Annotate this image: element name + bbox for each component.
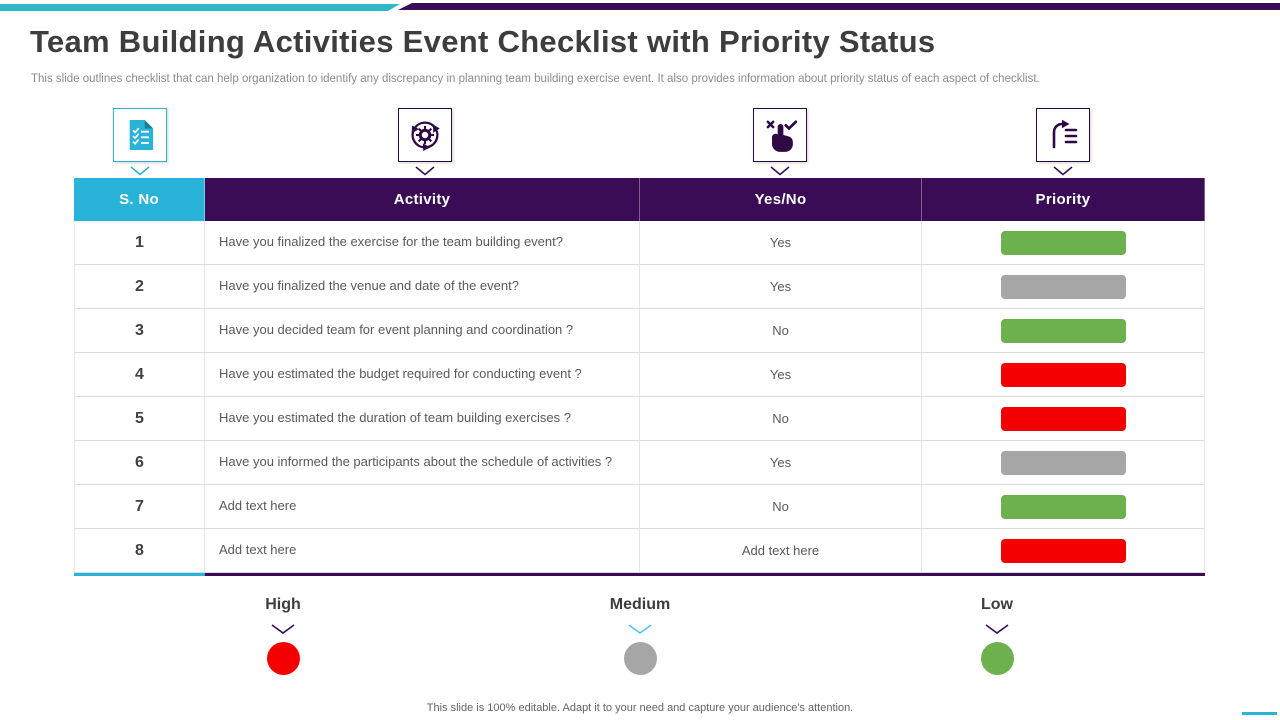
priority-bar xyxy=(1001,363,1126,387)
activity-cell: Add text here xyxy=(205,485,640,529)
priority-bar xyxy=(1001,495,1126,519)
legend-label: High xyxy=(265,596,301,613)
priority-cell xyxy=(922,397,1205,441)
legend-label: Low xyxy=(981,596,1013,613)
table-bottom-accent-cyan xyxy=(74,573,205,576)
priority-bar xyxy=(1001,231,1126,255)
chevron-down-icon xyxy=(414,165,436,176)
checklist-document-icon xyxy=(113,108,167,162)
legend-item-low xyxy=(927,596,1067,675)
priority-cell xyxy=(922,529,1205,573)
priority-cell xyxy=(922,441,1205,485)
header-activity: Activity xyxy=(205,178,640,221)
priority-cell xyxy=(922,221,1205,265)
header-yes-no: Yes/No xyxy=(640,178,922,221)
row-number: 5 xyxy=(74,397,205,441)
checklist-table xyxy=(74,178,1205,573)
priority-bar xyxy=(1001,275,1126,299)
priority-bar xyxy=(1001,319,1126,343)
legend-item-medium xyxy=(570,596,710,675)
chevron-down-icon xyxy=(769,165,791,176)
row-number: 8 xyxy=(74,529,205,573)
priority-list-icon xyxy=(1036,108,1090,162)
yes-no-cell: Yes xyxy=(640,265,922,309)
priority-cell xyxy=(922,309,1205,353)
yes-no-cell: Add text here xyxy=(640,529,922,573)
process-gear-icon xyxy=(398,108,452,162)
activity-cell: Have you informed the participants about the schedule of activities ? xyxy=(205,441,640,485)
priority-cell xyxy=(922,353,1205,397)
yes-no-cell: Yes xyxy=(640,353,922,397)
chevron-down-icon xyxy=(1052,165,1074,176)
header-s-no: S. No xyxy=(74,178,205,221)
legend-label: Medium xyxy=(609,596,671,613)
yes-no-cell: No xyxy=(640,309,922,353)
legend-item-high xyxy=(213,596,353,675)
editable-note: This slide is 100% editable. Adapt it to your need and capture your audience's attention. xyxy=(426,702,854,714)
row-number: 1 xyxy=(74,221,205,265)
row-number: 2 xyxy=(74,265,205,309)
priority-cell xyxy=(922,485,1205,529)
row-number: 4 xyxy=(74,353,205,397)
priority-bar xyxy=(1001,539,1126,563)
table-bottom-accent-purple xyxy=(205,573,1205,576)
chevron-down-icon xyxy=(570,623,710,635)
yes-no-cell: No xyxy=(640,397,922,441)
row-number: 7 xyxy=(74,485,205,529)
header-priority: Priority xyxy=(922,178,1205,221)
priority-cell xyxy=(922,265,1205,309)
slide-subtitle: This slide outlines checklist that can help organization to identify any discrepancy in planning team building exercise event. It also provides information about priority status of each aspect of checklist. xyxy=(31,73,1040,85)
chevron-down-icon xyxy=(213,623,353,635)
top-accent-bar-right xyxy=(398,3,1280,10)
priority-bar xyxy=(1001,451,1126,475)
activity-cell: Have you finalized the exercise for the team building event? xyxy=(205,221,640,265)
legend-color-dot xyxy=(267,642,300,675)
hand-yes-no-icon xyxy=(753,108,807,162)
row-number: 3 xyxy=(74,309,205,353)
row-number: 6 xyxy=(74,441,205,485)
yes-no-cell: Yes xyxy=(640,221,922,265)
top-accent-bar-left xyxy=(0,4,400,11)
activity-cell: Have you finalized the venue and date of the event? xyxy=(205,265,640,309)
activity-cell: Have you decided team for event planning and coordination ? xyxy=(205,309,640,353)
chevron-down-icon xyxy=(129,165,151,176)
yes-no-cell: No xyxy=(640,485,922,529)
legend-color-dot xyxy=(981,642,1014,675)
activity-cell: Have you estimated the budget required for conducting event ? xyxy=(205,353,640,397)
legend-color-dot xyxy=(624,642,657,675)
bottom-right-accent-dash xyxy=(1242,712,1277,715)
yes-no-cell: Yes xyxy=(640,441,922,485)
activity-cell: Have you estimated the duration of team building exercises ? xyxy=(205,397,640,441)
activity-cell: Add text here xyxy=(205,529,640,573)
priority-bar xyxy=(1001,407,1126,431)
slide-title: Team Building Activities Event Checklist with Priority Status xyxy=(30,24,936,59)
chevron-down-icon xyxy=(927,623,1067,635)
